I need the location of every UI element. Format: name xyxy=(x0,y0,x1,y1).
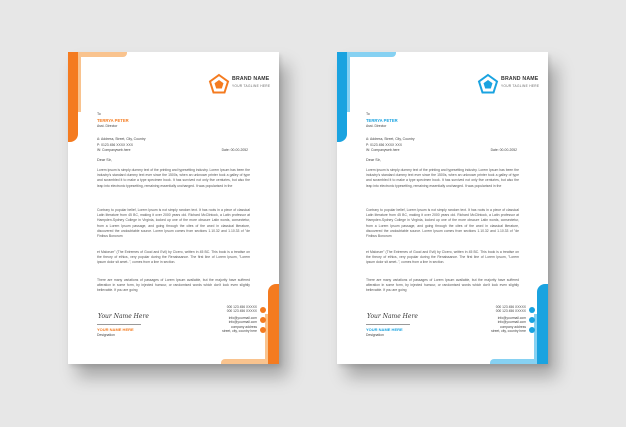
contact-text: 000 123 456 XXXXX xyxy=(226,305,257,309)
body-paragraph-2: Contrary to popular belief, Lorem Ipsum is not simply random text. It has roots in a piece of classical Latin literature from 45 BC, making it over 2000 years old. Richard McClintock, a Latin professor at Hampden-Sydney College in Virginia, looked up one of the more obscure Latin words, consectetur, from a Lorem Ipsum passage, and going through the cites of the word in classical literature, discovered the undoubtable source. Lorem Ipsum comes from sections 1.10.32 and 1.10.33 of "de Finibus Bonorum xyxy=(97,208,250,239)
recipient-title: Asst. Director xyxy=(97,124,118,128)
body-paragraph-3: et Malorum" (The Extremes of Good and Evil) by Cicero, written in 45 BC. This book is a treatise on the theory of ethics, very popular during the Renaissance. The first line of Lorem Ipsum, "Lorem ipsum dolor sit amet..", comes from a line in section. xyxy=(366,250,519,265)
brand-tagline: YOUR TAGLINE HERE xyxy=(232,84,271,88)
letterhead-blue xyxy=(337,52,548,364)
body-paragraph-4: There are many variations of passages of Lorem Ipsum available, but the majority have suffered alteration in some form, by injected humour, or randomised words which don't look even slightly believable. If you are going xyxy=(97,278,250,293)
letter-date: Date: 00-00-2052 xyxy=(221,148,248,152)
accent-bar-left xyxy=(337,52,347,142)
signature-line xyxy=(97,324,141,325)
contact-phone xyxy=(227,305,257,313)
to-label: To xyxy=(97,112,101,116)
contact-mail xyxy=(229,316,257,324)
contact-phone xyxy=(496,305,526,313)
contact-location xyxy=(222,325,257,333)
recipient-title: Asst. Director xyxy=(366,124,387,128)
body-paragraph-2: Contrary to popular belief, Lorem Ipsum is not simply random text. It has roots in a piece of classical Latin literature from 45 BC, making it over 2000 years old. Richard McClintock, a Latin professor at Hampden-Sydney College in Virginia, looked up one of the more obscure Latin words, consectetur, from a Lorem Ipsum passage, and going through the cites of the word in classical literature, discovered the undoubtable source. Lorem Ipsum comes from sections 1.10.32 and 1.10.33 of "de Finibus Bonorum xyxy=(366,208,519,239)
contact-text: info@yourmail.com xyxy=(497,320,526,325)
contact-text: info@yourmail.com xyxy=(228,320,257,325)
contact-text: 000 123 456 XXXXX xyxy=(226,309,257,314)
to-label: To xyxy=(366,112,370,116)
recipient-address xyxy=(97,137,146,154)
contact-text: street, city, country here xyxy=(491,329,526,334)
body-paragraph-1: Lorem ipsum is simply dummy text of the printing and typesetting industry. Lorem Ipsum has been the industry's standard dummy text ever since the 1500s, when an unknown printer took a galley of type and scrambled it to make a type specimen book. It has survived not only five centuries, but also the leap into electronic typesetting, remaining essentially unchanged. It was popularised in the xyxy=(97,168,250,188)
signature-script: Your Name Here xyxy=(98,313,149,320)
brand-name: BRAND NAME xyxy=(501,76,539,82)
contact-mail xyxy=(498,316,526,324)
body-paragraph-4: There are many variations of passages of Lorem Ipsum available, but the majority have suffered alteration in some form, by injected humour, or randomised words which don't look even slightly believable. If you are going xyxy=(366,278,519,293)
accent-bar-right xyxy=(537,284,548,364)
contact-text: company address xyxy=(230,325,257,329)
signer-name: YOUR NAME HERE xyxy=(97,327,134,332)
greeting: Dear Sir, xyxy=(366,158,381,162)
signer-title: Designation xyxy=(97,333,115,337)
signature-icon xyxy=(366,308,418,322)
mail-icon xyxy=(529,317,535,323)
letter-date: Date: 00-00-2052 xyxy=(490,148,517,152)
phone-icon xyxy=(529,307,535,313)
letterhead-orange xyxy=(68,52,279,364)
phone-icon xyxy=(260,307,266,313)
accent-bar-top xyxy=(350,52,396,57)
accent-bar-bottom xyxy=(221,359,265,364)
contact-text: info@yourmail.com xyxy=(497,316,526,320)
brand-logo-icon xyxy=(209,74,229,94)
signer-title: Designation xyxy=(366,333,384,337)
contact-text: info@yourmail.com xyxy=(228,316,257,320)
location-icon xyxy=(260,327,266,333)
brand-tagline: YOUR TAGLINE HERE xyxy=(501,84,540,88)
body-paragraph-3: et Malorum" (The Extremes of Good and Evil) by Cicero, written in 45 BC. This book is a treatise on the theory of ethics, very popular during the Renaissance. The first line of Lorem Ipsum, "Lorem ipsum dolor sit amet..", comes from a line in section. xyxy=(97,250,250,265)
address-line: A: Address, Street, City, Country xyxy=(97,137,146,141)
contact-text: 000 123 456 XXXXX xyxy=(495,305,526,309)
address-line: A: Address, Street, City, Country xyxy=(366,137,415,141)
mail-icon xyxy=(260,317,266,323)
contact-text: 000 123 456 XXXXX xyxy=(495,309,526,314)
web-line: W: Companyweb.here xyxy=(366,148,400,153)
contact-text: street, city, country here xyxy=(222,329,257,334)
signature-script: Your Name Here xyxy=(367,313,418,320)
phone-line: P: 0123 456 XXXX XXX xyxy=(97,142,134,147)
accent-bar-left-light xyxy=(347,52,350,112)
recipient-address xyxy=(366,137,415,154)
signature-icon xyxy=(97,308,149,322)
greeting: Dear Sir, xyxy=(97,158,112,162)
phone-line: P: 0123 456 XXXX XXX xyxy=(366,142,403,147)
accent-bar-left xyxy=(68,52,78,142)
body-paragraph-1: Lorem ipsum is simply dummy text of the printing and typesetting industry. Lorem Ipsum has been the industry's standard dummy text ever since the 1500s, when an unknown printer took a galley of type and scrambled it to make a type specimen book. It has survived not only five centuries, but also the leap into electronic typesetting, remaining essentially unchanged. It was popularised in the xyxy=(366,168,519,188)
brand-name: BRAND NAME xyxy=(232,76,270,82)
recipient-name: TERRYA PETER xyxy=(366,118,398,123)
signer-name: YOUR NAME HERE xyxy=(366,327,403,332)
accent-bar-bottom xyxy=(490,359,534,364)
signature-line xyxy=(366,324,410,325)
accent-bar-right xyxy=(268,284,279,364)
contact-location xyxy=(491,325,526,333)
brand-logo-icon xyxy=(478,74,498,94)
web-line: W: Companyweb.here xyxy=(97,148,131,153)
accent-bar-left-light xyxy=(78,52,81,112)
recipient-name: TERRYA PETER xyxy=(97,118,129,123)
contact-text: company address xyxy=(499,325,526,329)
accent-bar-top xyxy=(81,52,127,57)
location-icon xyxy=(529,327,535,333)
